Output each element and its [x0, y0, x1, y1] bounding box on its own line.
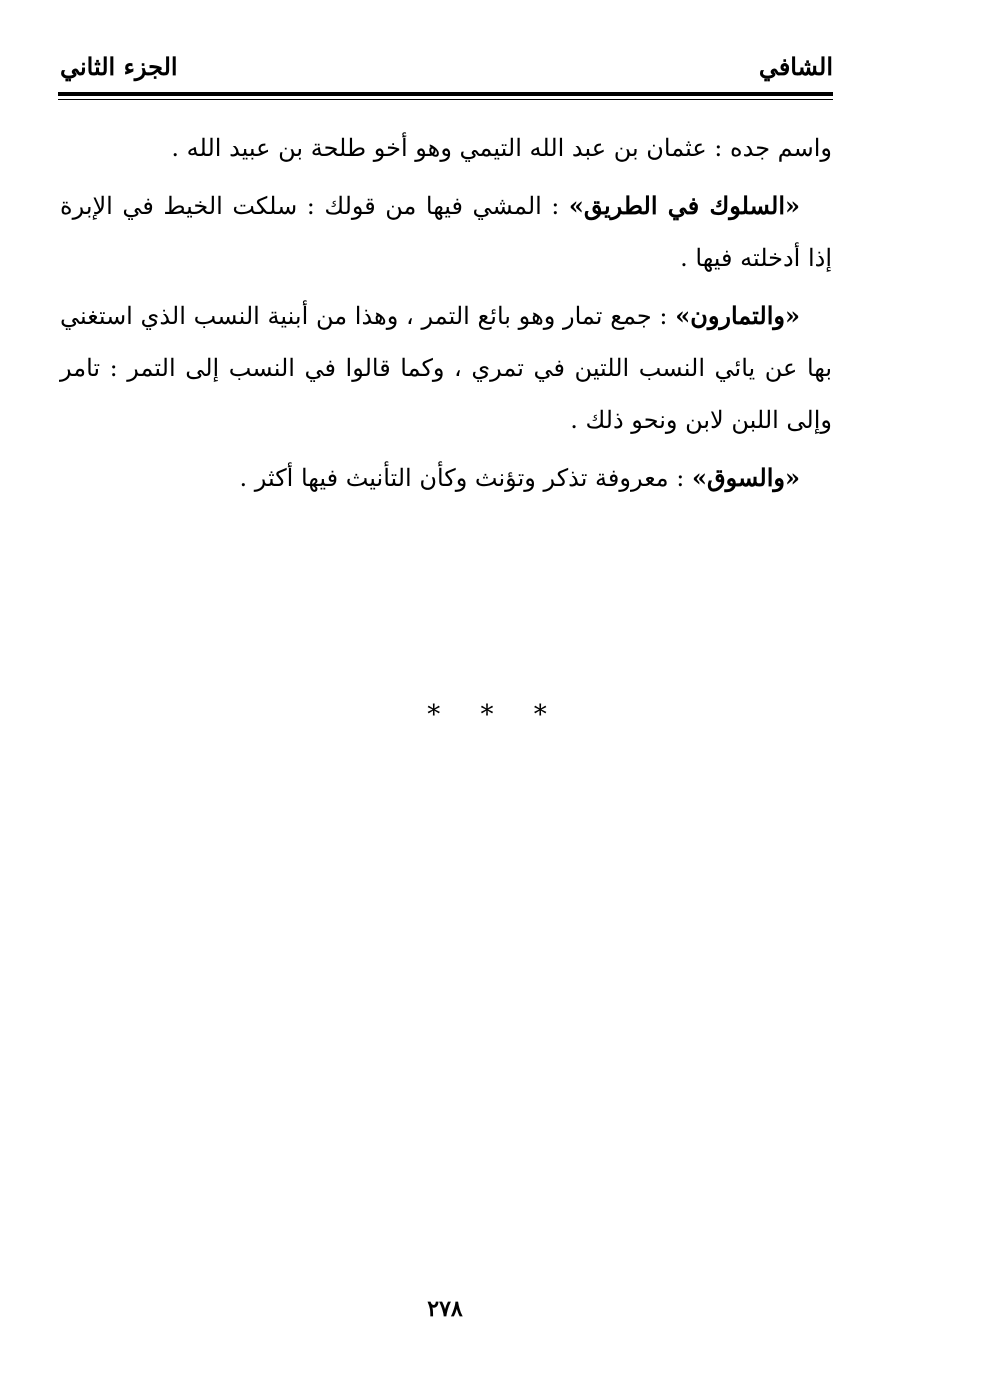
paragraph-text: : جمع تمار وهو بائع التمر ، وهذا من أبنية النسب الذي استغني بها عن يائي النسب اللتين في تمري ، وكما قالوا في النسب إلى التمر : تامر وإلى اللبن لابن ونحو ذلك . [60, 302, 832, 434]
paragraph-text: : المشي فيها من قولك : سلكت الخيط في الإبرة إذا أدخلته فيها . [60, 192, 832, 272]
section-separator: * * * [427, 700, 563, 730]
paragraph-4 [60, 452, 832, 504]
page-header [60, 52, 833, 92]
header-rule-thin [58, 99, 833, 100]
paragraph-3 [60, 290, 832, 446]
body-text [60, 122, 832, 510]
paragraph-2 [60, 180, 832, 284]
book-title: الشافي [758, 52, 833, 81]
part-title: الجزء الثاني [60, 52, 178, 81]
page-number: ٢٧٨ [427, 1296, 463, 1322]
paragraph-1 [60, 122, 832, 174]
paragraph-term: «والتمارون» [675, 301, 800, 330]
paragraph-text: : معروفة تذكر وتؤنث وكأن التأنيث فيها أكثر . [239, 464, 692, 492]
paragraph-term: «والسوق» [692, 463, 800, 492]
paragraph-text: واسم جده : عثمان بن عبد الله التيمي وهو أخو طلحة بن عبيد الله . [171, 134, 832, 162]
paragraph-term: «السلوك في الطريق» [568, 191, 801, 220]
header-rule-thick [58, 92, 833, 96]
